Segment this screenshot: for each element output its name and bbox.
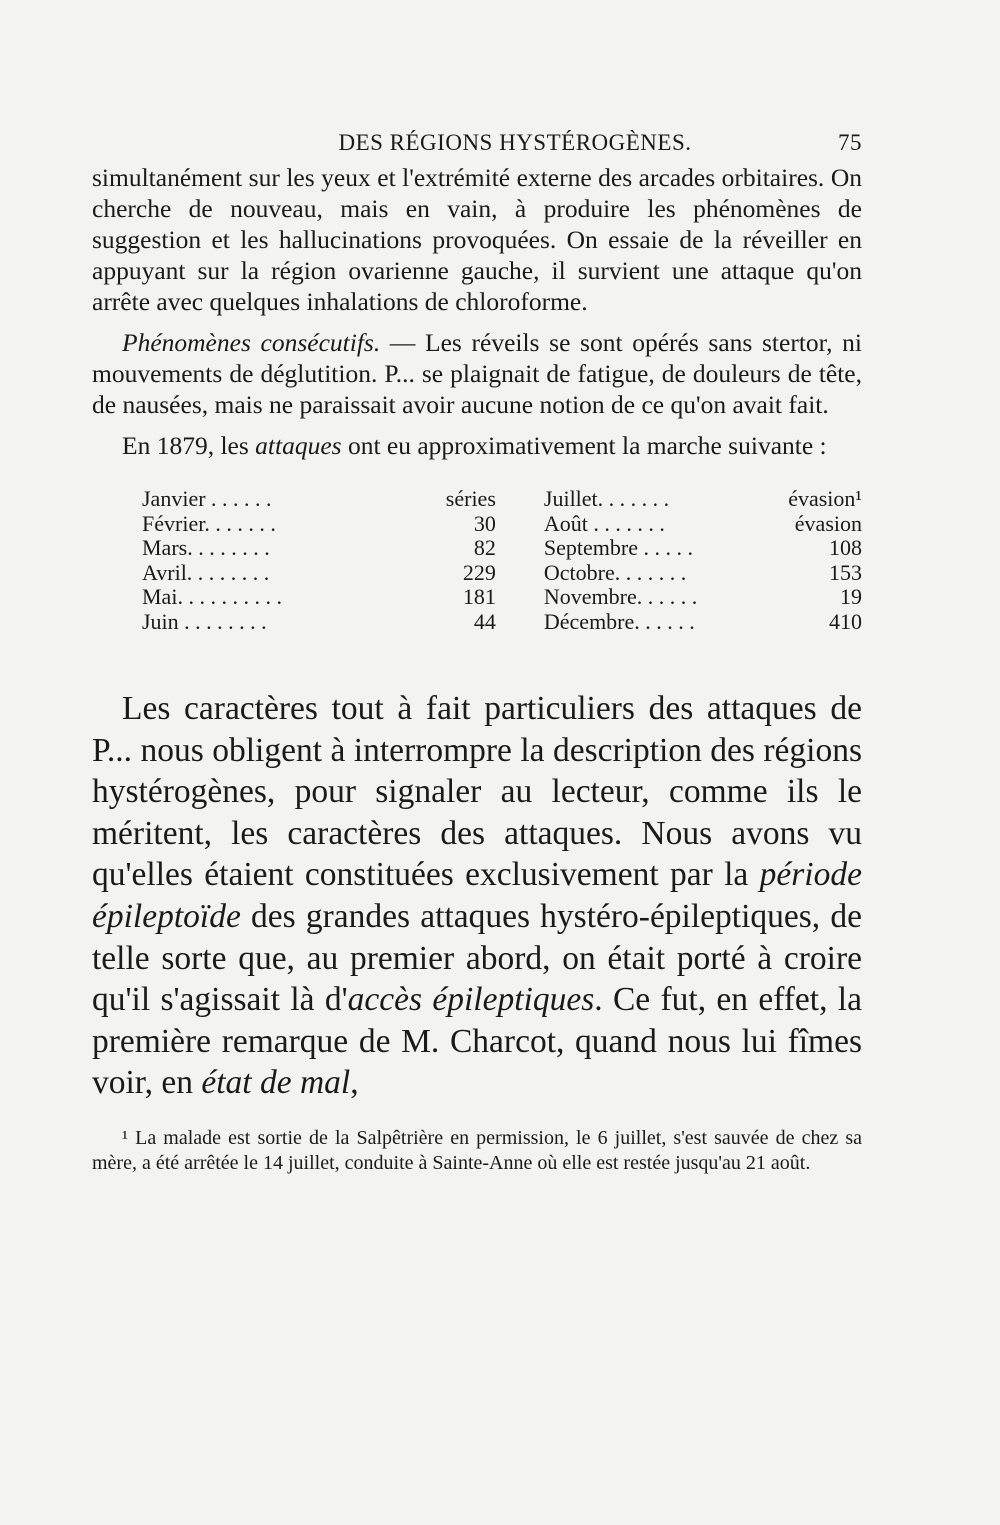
table-column-right: [544, 487, 862, 634]
footnote-marker: ¹: [122, 1126, 128, 1149]
table-row: [142, 561, 496, 586]
month-label: Mai. . . . . . . . . .: [142, 584, 282, 609]
table-row: [142, 512, 496, 537]
table-row: [544, 585, 862, 610]
large-text-4: ,: [350, 1064, 359, 1102]
table-row: [142, 610, 496, 635]
month-label: Septembre . . . . .: [543, 535, 693, 560]
month-label: Juin . . . . . . . .: [142, 608, 267, 634]
large-paragraph: [92, 688, 862, 1104]
running-title: DES RÉGIONS HYSTÉROGÈNES.: [338, 130, 692, 155]
large-italic-1: période épileptoïde: [92, 856, 862, 935]
month-value: 108: [829, 535, 862, 560]
large-italic-3: état de mal: [201, 1064, 351, 1102]
paragraph-2-text: — Les réveils se sont opérés sans stertor, ni mouvements de déglutition. P... se plaignait de fatigue, de douleurs de tête, de nausées, mais ne paraissait avoir aucune notion de ce qu'on avait fait.: [92, 328, 862, 419]
table-row: [544, 487, 862, 512]
table-row: [142, 585, 496, 610]
footnote-text: La malade est sortie de la Salpêtrière en permission, le 6 juillet, s'est sauvée de chez sa mère, a été arrêtée le 14 juillet, conduite à Sainte-Anne où elle est restée jusqu'au 21 août.: [92, 1126, 862, 1174]
month-value: 19: [840, 584, 862, 609]
month-label: Janvier . . . . . .: [142, 486, 272, 511]
month-label: Octobre. . . . . . .: [543, 559, 687, 585]
month-label: Avril. . . . . . . .: [142, 559, 270, 585]
month-value: 82: [473, 535, 496, 560]
table-row: [544, 512, 862, 537]
table-row: [142, 487, 496, 512]
month-value: 229: [462, 559, 496, 585]
month-value: 181: [462, 584, 496, 609]
table-row: [544, 610, 862, 635]
page-content: [92, 130, 862, 1196]
month-value: séries: [445, 486, 496, 511]
paragraph-3-after: ont eu approximativement la marche suivante :: [341, 431, 827, 460]
footnote: [92, 1126, 862, 1176]
paragraph-3-italic: attaques: [255, 431, 342, 460]
month-label: Février. . . . . . .: [142, 510, 276, 536]
paragraph-1: simultanément sur les yeux et l'extrémité externe des arcades orbitaires. On cherche de nouveau, mais en vain, à produire les phénomènes de suggestion et les hallucinations provoquées. On essaie de la réveiller en appuyant sur la région ovarienne gauche, il survient une attaque qu'on arrête avec quelques inhalations de chloroforme.: [92, 163, 862, 316]
section-heading: Phénomènes consécutifs.: [122, 328, 381, 357]
table-row: [544, 536, 862, 561]
month-label: Août . . . . . . .: [543, 510, 665, 536]
month-value: évasion¹: [788, 486, 862, 511]
month-label: Mars. . . . . . . .: [142, 535, 270, 560]
large-italic-2: accès épileptiques: [347, 981, 595, 1019]
page-number: 75: [838, 130, 862, 155]
large-text-1: Les caractères tout à fait particuliers des attaques de P... nous obligent à interrompre la description des régions hystérogènes, pour signaler au lecteur, comme ils le méritent, les caractères des attaques. Nous avons vu qu'elles étaient constituées exclusivement par la: [92, 690, 862, 894]
paragraph-2: [92, 327, 862, 420]
month-label: Décembre. . . . . .: [543, 608, 695, 634]
month-value: 410: [829, 608, 862, 634]
month-value: 153: [829, 559, 862, 585]
large-paragraph-text: [92, 688, 862, 1104]
paragraph-3-before: En 1879, les: [122, 431, 256, 460]
month-value: 44: [473, 608, 496, 634]
table-row: [544, 561, 862, 586]
month-value: évasion: [794, 510, 862, 536]
large-text-3: . Ce fut, en effet, la première remarque de M. Charcot, quand nous lui fîmes voir, en: [92, 981, 862, 1102]
month-label: Juillet. . . . . . .: [543, 486, 670, 511]
month-label: Novembre. . . . . .: [543, 584, 698, 609]
month-value: 30: [473, 510, 496, 536]
table-column-left: [142, 487, 496, 634]
attacks-table: [142, 487, 862, 634]
large-text-2: des grandes attaques hystéro-épileptiques, de telle sorte que, au premier abord, on était porté à croire qu'il s'agissait là d': [92, 897, 862, 1019]
paragraph-3: [92, 430, 862, 461]
table-row: [142, 536, 496, 561]
running-header: [92, 130, 862, 156]
